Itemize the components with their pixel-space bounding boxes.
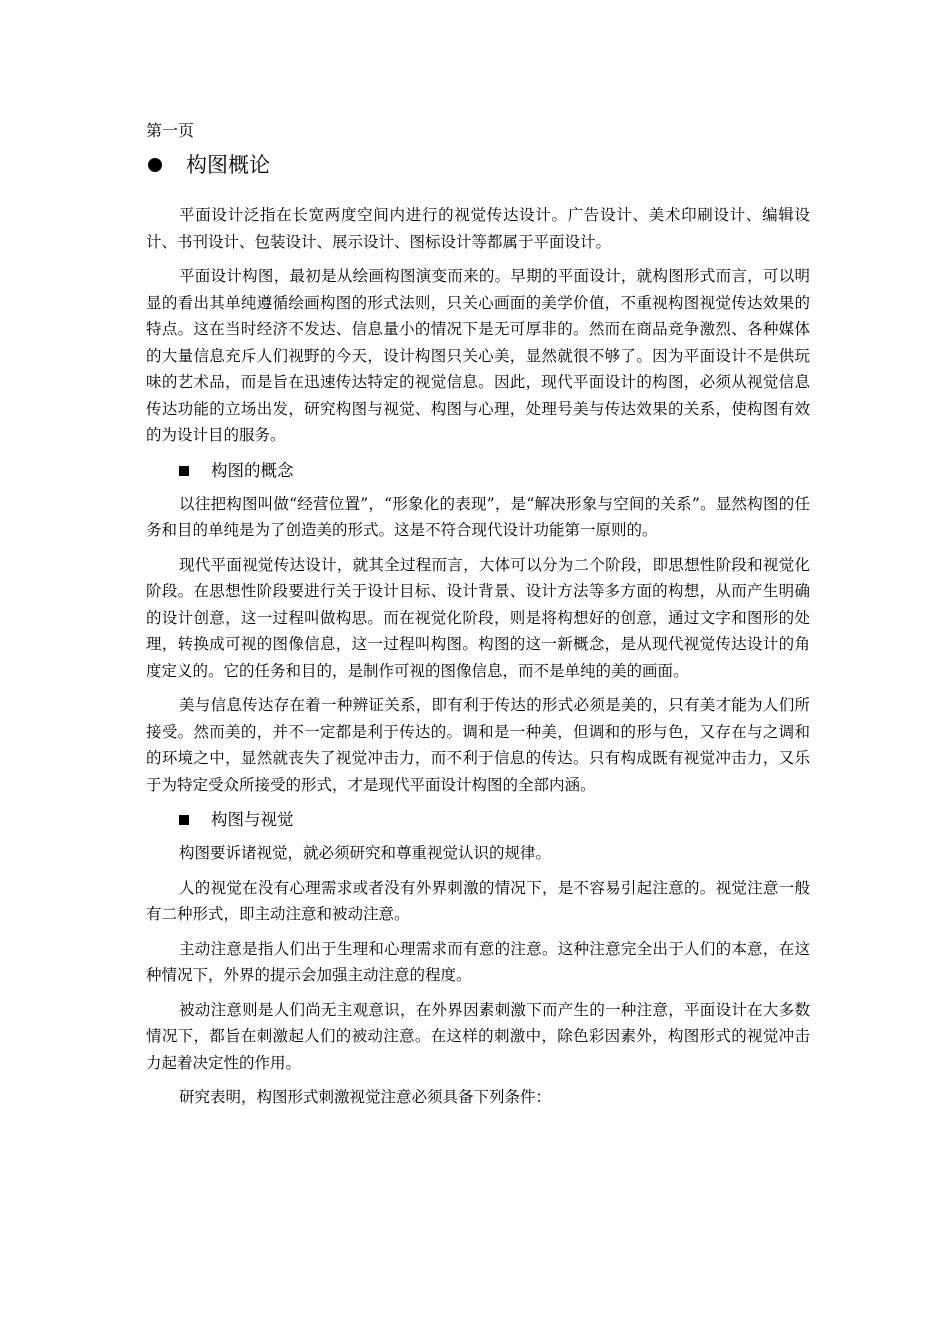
paragraph-visual-law: 构图要诉诸视觉，就必须研究和尊重视觉认识的规律。	[179, 844, 552, 862]
paragraph-beauty-and-communication: 美与信息传达存在着一种辨证关系，即有利于传达的形式必须是美的，只有美才能为人们所接受。然而美的，并不一定都是利于传达的。调和是一种美，但调和的形与色，又存在与之调和的环境之中，显然就丧失了视觉冲击力，而不利于信息的传达。只有构成既有视觉冲击力，又乐于为特定受众所接受的形式，才是现代平面设计构图的全部内涵。	[146, 696, 810, 794]
square-bullet-icon	[179, 815, 189, 825]
circle-bullet-icon	[148, 158, 162, 172]
paragraph-traditional-view: 以往把构图叫做“经营位置”，“形象化的表现”，是“解决形象与空间的关系”。显然构图的任务和目的单纯是为了创造美的形式。这是不符合现代设计功能第一原则的。	[146, 494, 810, 539]
section-title-text: 构图概论	[186, 153, 270, 177]
paragraph-research-conditions: 研究表明，构图形式刺激视觉注意必须具备下列条件：	[179, 1088, 552, 1106]
document-page	[146, 118, 810, 1119]
paragraph-passive-attention: 被动注意则是人们尚无主观意识，在外界因素刺激下而产生的一种注意，平面设计在大多数情况下，都旨在刺激起人们的被动注意。在这样的刺激中，除色彩因素外，构图形式的视觉冲击力起着决定性的作用。	[146, 1000, 810, 1072]
subheading-concept	[179, 457, 810, 485]
paragraph-attention-forms: 人的视觉在没有心理需求或者没有外界刺激的情况下，是不容易引起注意的。视觉注意一般有二种形式，即主动注意和被动注意。	[146, 878, 810, 923]
paragraph-two-stages: 现代平面视觉传达设计，就其全过程而言，大体可以分为二个阶段，即思想性阶段和视觉化阶段。在思想性阶段要进行关于设计目标、设计背景、设计方法等多方面的构想，从而产生明确的设计创意，这一过程叫做构思。而在视觉化阶段，则是将构想好的创意，通过文字和图形的处理，转换成可视的图像信息，这一过程叫构图。构图的这一新概念，是从现代视觉传达设计的角度定义的。它的任务和目的，是制作可视的图像信息，而不是单纯的美的画面。	[146, 555, 810, 680]
paragraph-intro-definition: 平面设计泛指在长宽两度空间内进行的视觉传达设计。广告设计、美术印刷设计、编辑设计、书刊设计、包装设计、展示设计、图标设计等都属于平面设计。	[146, 206, 810, 251]
section-title	[146, 150, 810, 180]
subheading-vision-text: 构图与视觉	[211, 810, 294, 829]
paragraph-composition-history: 平面设计构图，最初是从绘画构图演变而来的。早期的平面设计，就构图形式而言，可以明显的看出其单纯遵循绘画构图的形式法则，只关心画面的美学价值，不重视构图视觉传达效果的特点。这在当时经济不发达、信息量小的情况下是无可厚非的。然而在商品竞争激烈、各种媒体的大量信息充斥人们视野的今天，设计构图只关心美，显然就很不够了。因为平面设计不是供玩味的艺术品，而是旨在迅速传达特定的视觉信息。因此，现代平面设计的构图，必须从视觉信息传达功能的立场出发，研究构图与视觉、构图与心理，处理号美与传达效果的关系，使构图有效的为设计目的服务。	[146, 267, 810, 444]
page-label: 第一页	[146, 121, 195, 140]
subheading-concept-text: 构图的概念	[211, 460, 294, 480]
subheading-vision	[179, 806, 810, 834]
paragraph-active-attention: 主动注意是指人们出于生理和心理需求而有意的注意。这种注意完全出于人们的本意，在这种情况下，外界的提示会加强主动注意的程度。	[146, 939, 810, 984]
square-bullet-icon	[179, 466, 189, 476]
